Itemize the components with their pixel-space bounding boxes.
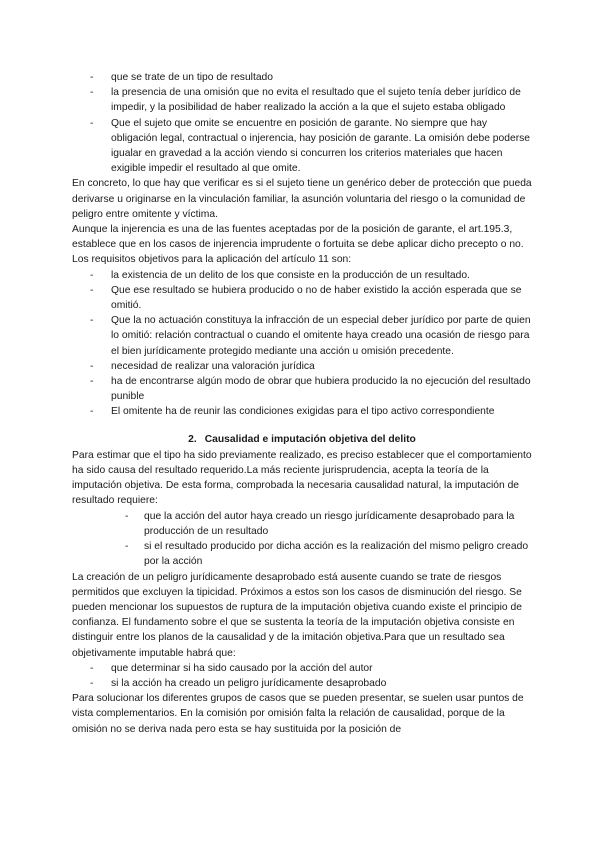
list-item (72, 539, 532, 569)
bullet-dash: - (90, 662, 94, 674)
list-item (72, 661, 532, 676)
list-item-text: Que la no actuación constituya la infracción de un especial deber jurídico por parte de quien lo omitió: relación contractual o cuando el omitente haya creado una ocasión de riesgo para el bien jurídicamente protegido mediante una acción u omisión precedente. (111, 315, 531, 357)
bullet-dash: - (125, 541, 129, 553)
section-title: Causalidad e imputación objetiva del delito (204, 433, 416, 445)
list-item-text: si el resultado producido por dicha acción es la realización del mismo peligro creado por la acción (144, 541, 529, 568)
document-body (72, 70, 532, 737)
list-item (72, 268, 532, 283)
list-item-text: necesidad de realizar una valoración jurídica (111, 360, 315, 372)
bullet-dash: - (90, 315, 94, 327)
list-item-text: la presencia de una omisión que no evita el resultado que el sujeto tenía deber jurídico de impedir, y la posibilidad de haber realizado la acción a la que el sujeto estaba obligado (111, 87, 521, 114)
paragraph: En concreto, lo que hay que verificar es si el sujeto tiene un genérico deber de protección que pueda derivarse u originarse en la vinculación familiar, la asunción voluntaria del riesgo o la comunidad de peligro entre omitente y víctima. (72, 178, 532, 220)
list-item-text: ha de encontrarse algún modo de obrar que hubiera producido la no ejecución del resultado punible (111, 376, 531, 403)
paragraph: Para solucionar los diferentes grupos de casos que se pueden presentar, se suelen usar puntos de vista complementarios. En la comisión por omisión falta la relación de causalidad, porque de la omisión no se deriva nada pero esta se hay sustituida por la posición de (72, 693, 524, 735)
bullet-dash: - (90, 360, 94, 372)
list-item-text: Que el sujeto que omite se encuentre en posición de garante. No siempre que hay obligación legal, contractual o injerencia, hay posición de garante. La omisión debe poderse igualar en gravedad a la acción viendo si concurren los criterios materiales que hacen exigible impedir el resultado al que omite. (111, 117, 531, 175)
list-item (72, 509, 532, 539)
bullet-dash: - (90, 284, 94, 296)
list-item-text: la existencia de un delito de los que consiste en la producción de un resultado. (111, 269, 470, 281)
paragraph: Aunque la injerencia es una de las fuentes aceptadas por de la posición de garante, el art.195.3, establece que en los casos de injerencia imprudente o fortuita se debe aplicar dicho precepto o no. (72, 224, 524, 251)
bullet-dash: - (90, 72, 94, 83)
list-item (72, 116, 532, 177)
section-number: 2. (188, 433, 197, 445)
list-item (72, 676, 532, 691)
bullet-dash: - (90, 406, 94, 418)
list-item-text: que determinar si ha sido causado por la acción del autor (111, 662, 373, 674)
bullet-dash: - (90, 87, 94, 99)
bullet-dash: - (90, 677, 94, 689)
paragraph: La creación de un peligro jurídicamente desaprobado está ausente cuando se trate de riesgos permitidos que excluyen la tipicidad. Próximos a estos son los casos de disminución del riesgo. Se pueden mencionar los supuestos de ruptura de la imputación objetiva cuando existe el principio de confianza. El fundamento sobre el que se sustenta la teoría de la imputación objetiva consiste en distinguir entre los planos de la causalidad y de la imitación objetiva.Para que un resultado sea objetivamente imputable habrá que: (72, 571, 522, 659)
list-item (72, 85, 532, 115)
bullet-dash: - (90, 117, 94, 129)
list-item (72, 404, 532, 419)
list-item (72, 359, 532, 374)
list-item-text: El omitente ha de reunir las condiciones exigidas para el tipo activo correspondiente (111, 406, 495, 418)
list-item-text: que la acción del autor haya creado un riesgo jurídicamente desaprobado para la producción de un resultado (144, 510, 515, 537)
paragraph: Los requisitos objetivos para la aplicación del artículo 11 son: (72, 254, 352, 266)
list-item (72, 70, 532, 85)
list-item (72, 283, 532, 313)
list-item (72, 374, 532, 404)
bullet-dash: - (90, 376, 94, 388)
section-heading (72, 432, 532, 447)
paragraph: Para estimar que el tipo ha sido previamente realizado, es preciso establecer que el comportamiento ha sido causa del resultado requerido.La más reciente jurisprudencia, acepta la teoría de la imputación objetiva. De esta forma, comprobada la necesaria causalidad natural, la imputación de resultado requiere: (72, 449, 532, 507)
list-item (72, 313, 532, 359)
list-item-text: que se trate de un tipo de resultado (111, 72, 274, 83)
bullet-dash: - (90, 269, 94, 281)
bullet-dash: - (125, 510, 129, 522)
list-item-text: Que ese resultado se hubiera producido o no de haber existido la acción esperada que se omitió. (111, 284, 522, 312)
list-item-text: si la acción ha creado un peligro jurídicamente desaprobado (111, 677, 387, 689)
